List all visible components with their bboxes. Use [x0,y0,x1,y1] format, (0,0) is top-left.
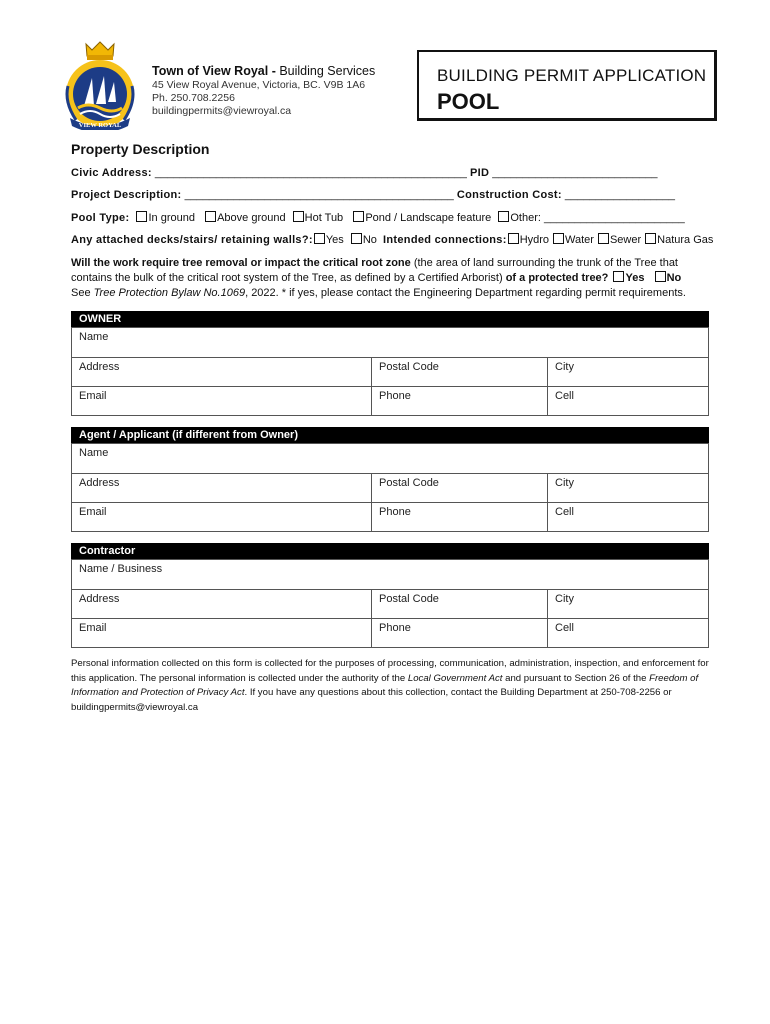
property-description-heading: Property Description [71,141,210,157]
contractor-address-field[interactable]: Address [72,590,372,619]
privacy-notice: Personal information collected on this form is collected for the purposes of processing, communication, administration, inspection, and enforcement for this application. The personal information is collected under the authority of the Local Government Act and pursuant to Section 26 of the Freedom of Information and Protection of Privacy Act. If you have any questions about this collection, contact the Building Department at 250-708-2256 or buildingpermits@viewroyal.ca [71,658,709,713]
pool-hot-tub-checkbox[interactable] [293,211,304,222]
attached-no-checkbox[interactable] [351,233,362,244]
contractor-section [71,543,709,648]
contractor-name-field[interactable]: Name / Business [72,560,709,590]
contractor-city-field[interactable]: City [548,590,709,619]
org-phone: Ph. 250.708.2256 [152,92,235,104]
pid-field[interactable]: ___________________________ [489,167,658,179]
agent-cell-field[interactable]: Cell [548,503,709,532]
org-name: Town of View Royal - [152,64,276,78]
owner-city-field[interactable]: City [548,358,709,387]
tree-bylaw-reference: Tree Protection Bylaw No.1069 [93,287,246,299]
org-address: 45 View Royal Avenue, Victoria, BC. V9B 1A6 [152,79,366,91]
pool-other-checkbox[interactable] [498,211,509,222]
contractor-heading: Contractor [71,543,709,559]
document-title: BUILDING PERMIT APPLICATION [437,66,707,85]
attached-yes-checkbox[interactable] [314,233,325,244]
pool-in-ground-checkbox[interactable] [136,211,147,222]
contractor-email-field[interactable]: Email [72,619,372,648]
project-description-field[interactable]: ____________________________________________ [181,189,457,201]
attached-structures-row: Any attached decks/stairs/ retaining walls?: Yes No Intended connections: Hydro Water Sewer Natura Gas [71,234,714,246]
connection-hydro-checkbox[interactable] [508,233,519,244]
agent-city-field[interactable]: City [548,474,709,503]
agent-email-field[interactable]: Email [72,503,372,532]
document-subtitle: POOL [437,89,500,114]
org-department: Building Services [275,64,376,78]
pool-type-row: Pool Type: In ground Above ground Hot Tub Pond / Landscape feature Other: _______________________ [71,212,685,224]
svg-text:VIEW ROYAL: VIEW ROYAL [78,122,122,129]
owner-name-field[interactable]: Name [72,328,709,358]
org-email[interactable]: buildingpermits@viewroyal.ca [152,105,292,117]
owner-phone-field[interactable]: Phone [372,387,548,416]
view-royal-logo-icon [58,38,142,130]
owner-postal-code-field[interactable]: Postal Code [372,358,548,387]
organization-info [152,64,375,118]
agent-phone-field[interactable]: Phone [372,503,548,532]
tree-no-checkbox[interactable] [655,271,666,282]
agent-name-field[interactable]: Name [72,444,709,474]
owner-address-field[interactable]: Address [72,358,372,387]
agent-postal-code-field[interactable]: Postal Code [372,474,548,503]
owner-email-field[interactable]: Email [72,387,372,416]
owner-heading: OWNER [71,311,709,327]
owner-cell-field[interactable]: Cell [548,387,709,416]
contractor-cell-field[interactable]: Cell [548,619,709,648]
pool-above-ground-checkbox[interactable] [205,211,216,222]
connection-water-checkbox[interactable] [553,233,564,244]
construction-cost-field[interactable]: __________________ [561,189,676,201]
civic-address-field[interactable]: ___________________________________________________ [151,167,470,179]
connection-sewer-checkbox[interactable] [598,233,609,244]
project-description-row: Project Description: ____________________________________________ Construction Cost: __________________ [71,189,676,201]
pool-other-field[interactable]: _______________________ [540,212,685,224]
tree-removal-question: Will the work require tree removal or impact the critical root zone (the area of land surrounding the trunk of the Tree that contains the bulk of the critical root system of the Tree, as defined by a Certified Arborist) of a protected tree? Yes No See Tree Protection Bylaw No.1069, 2022. * if yes, please contact the Engineering Department regarding permit requirements. [71,257,686,299]
contractor-postal-code-field[interactable]: Postal Code [372,590,548,619]
pool-pond-checkbox[interactable] [353,211,364,222]
agent-heading: Agent / Applicant (if different from Owner) [71,427,709,443]
owner-section [71,311,709,416]
document-title-box [417,50,717,121]
civic-address-row: Civic Address: ___________________________________________________ PID ___________________________ [71,167,658,179]
connection-gas-checkbox[interactable] [645,233,656,244]
contractor-phone-field[interactable]: Phone [372,619,548,648]
agent-address-field[interactable]: Address [72,474,372,503]
agent-section [71,427,709,532]
tree-yes-checkbox[interactable] [613,271,624,282]
